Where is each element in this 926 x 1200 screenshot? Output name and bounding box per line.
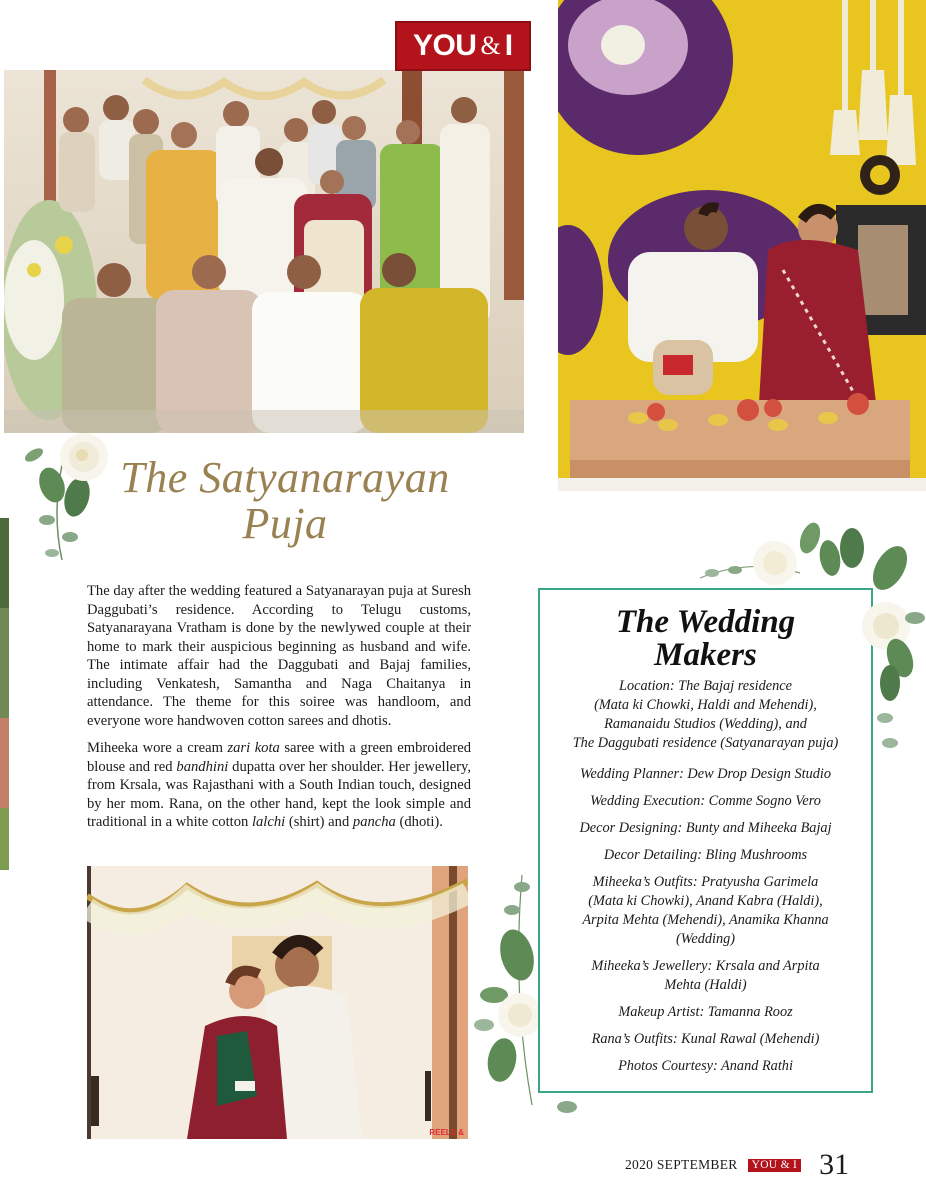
issue-date: 2020 SEPTEMBER [625, 1157, 738, 1172]
credit-wedding-planner: Wedding Planner: Dew Drop Design Studio [579, 766, 832, 782]
credit-wedding-execution: Wedding Execution: Comme Sogno Vero [590, 793, 821, 809]
credit-photos-courtesy: Photos Courtesy: Anand Rathi [618, 1058, 793, 1074]
edge-photo-sliver [0, 518, 9, 870]
photo-credit-mark: REELS & [429, 1128, 464, 1137]
location-line: Ramanaidu Studios (Wedding), and [604, 716, 807, 732]
credits-title-line-1: The Wedding [615, 604, 796, 640]
location-line: The Daggubati residence (Satyanarayan puja) [572, 735, 839, 751]
italic-term: zari kota [227, 740, 280, 756]
article-body [87, 582, 471, 841]
article-headline [100, 455, 470, 547]
couple-portrait-photo [87, 866, 468, 1139]
brand-logo-i: I [504, 29, 514, 62]
credits-location [540, 677, 871, 753]
credits-title-line-2: Makers [654, 637, 757, 673]
credit-rana-outfits: Rana’s Outfits: Kunal Rawal (Mehendi) [591, 1031, 820, 1047]
credits-title [540, 606, 871, 672]
brand-logo-you: YOU [412, 29, 477, 62]
article-paragraph-2 [87, 739, 471, 832]
wedding-makers-credits-box [538, 588, 873, 1093]
text-run: (shirt) and [285, 814, 353, 830]
brand-logo [395, 21, 531, 71]
text-run: saree with a green embroidered blouse and red [87, 740, 472, 775]
credit-miheeka-jewellery: Miheeka’s Jewellery: Krsala and Arpita Mehta (Haldi) [591, 958, 820, 993]
credit-decor-detailing: Decor Detailing: Bling Mushrooms [603, 847, 808, 863]
footer-brand-badge: YOU & I [748, 1159, 802, 1172]
credit-miheeka-outfits: Miheeka’s Outfits: Pratyusha Garimela (Mata ki Chowki), Anand Kabra (Haldi), Arpita Mehta (Mehendi), Anamika Khanna (Wedding) [582, 874, 829, 947]
family-group-photo [4, 70, 524, 433]
floral-rose-decoration-box-left [472, 875, 544, 1115]
brand-logo-ampersand: & [480, 31, 501, 60]
location-line: (Mata ki Chowki, Haldi and Mehendi), [594, 697, 817, 713]
headline-line-1: The Satyanarayan [120, 453, 450, 502]
headline-line-2: Puja [242, 499, 328, 548]
italic-term: bandhini [176, 758, 229, 775]
location-line: Location: The Bajaj residence [619, 678, 792, 694]
text-run: dupatta over her shoulder. Her jewellery, from Krsala, was Rajasthani with a South Indian touch, designed by her mom. Rana, on the other hand, kept the look simple and traditional in a white cotton [87, 758, 471, 830]
italic-term: pancha [352, 814, 396, 830]
article-paragraph-1: The day after the wedding featured a Satyanarayan puja at Suresh Daggubati’s residence. According to Telugu customs, Satyanarayana Vratham is done by the newlywed couple at their home to mark their auspicious beginning as husband and wife. The intimate affair had the Daggubati and Bajaj families, including Venkatesh, Samantha and Naga Chaitanya in attendance. The theme for this soiree was handloom, and everyone wore handwoven cotton sarees and dhotis. [87, 583, 471, 729]
credit-decor-designing: Decor Designing: Bunty and Miheeka Bajaj [579, 820, 832, 836]
puja-ceremony-photo [558, 0, 926, 491]
text-run: (dhoti). [395, 814, 443, 830]
credit-makeup-artist: Makeup Artist: Tamanna Rooz [618, 1004, 793, 1020]
page-number: 31 [819, 1148, 850, 1181]
italic-term: lalchi [251, 814, 286, 830]
page-footer [625, 1150, 849, 1180]
text-run: Miheeka wore a cream [87, 740, 228, 756]
